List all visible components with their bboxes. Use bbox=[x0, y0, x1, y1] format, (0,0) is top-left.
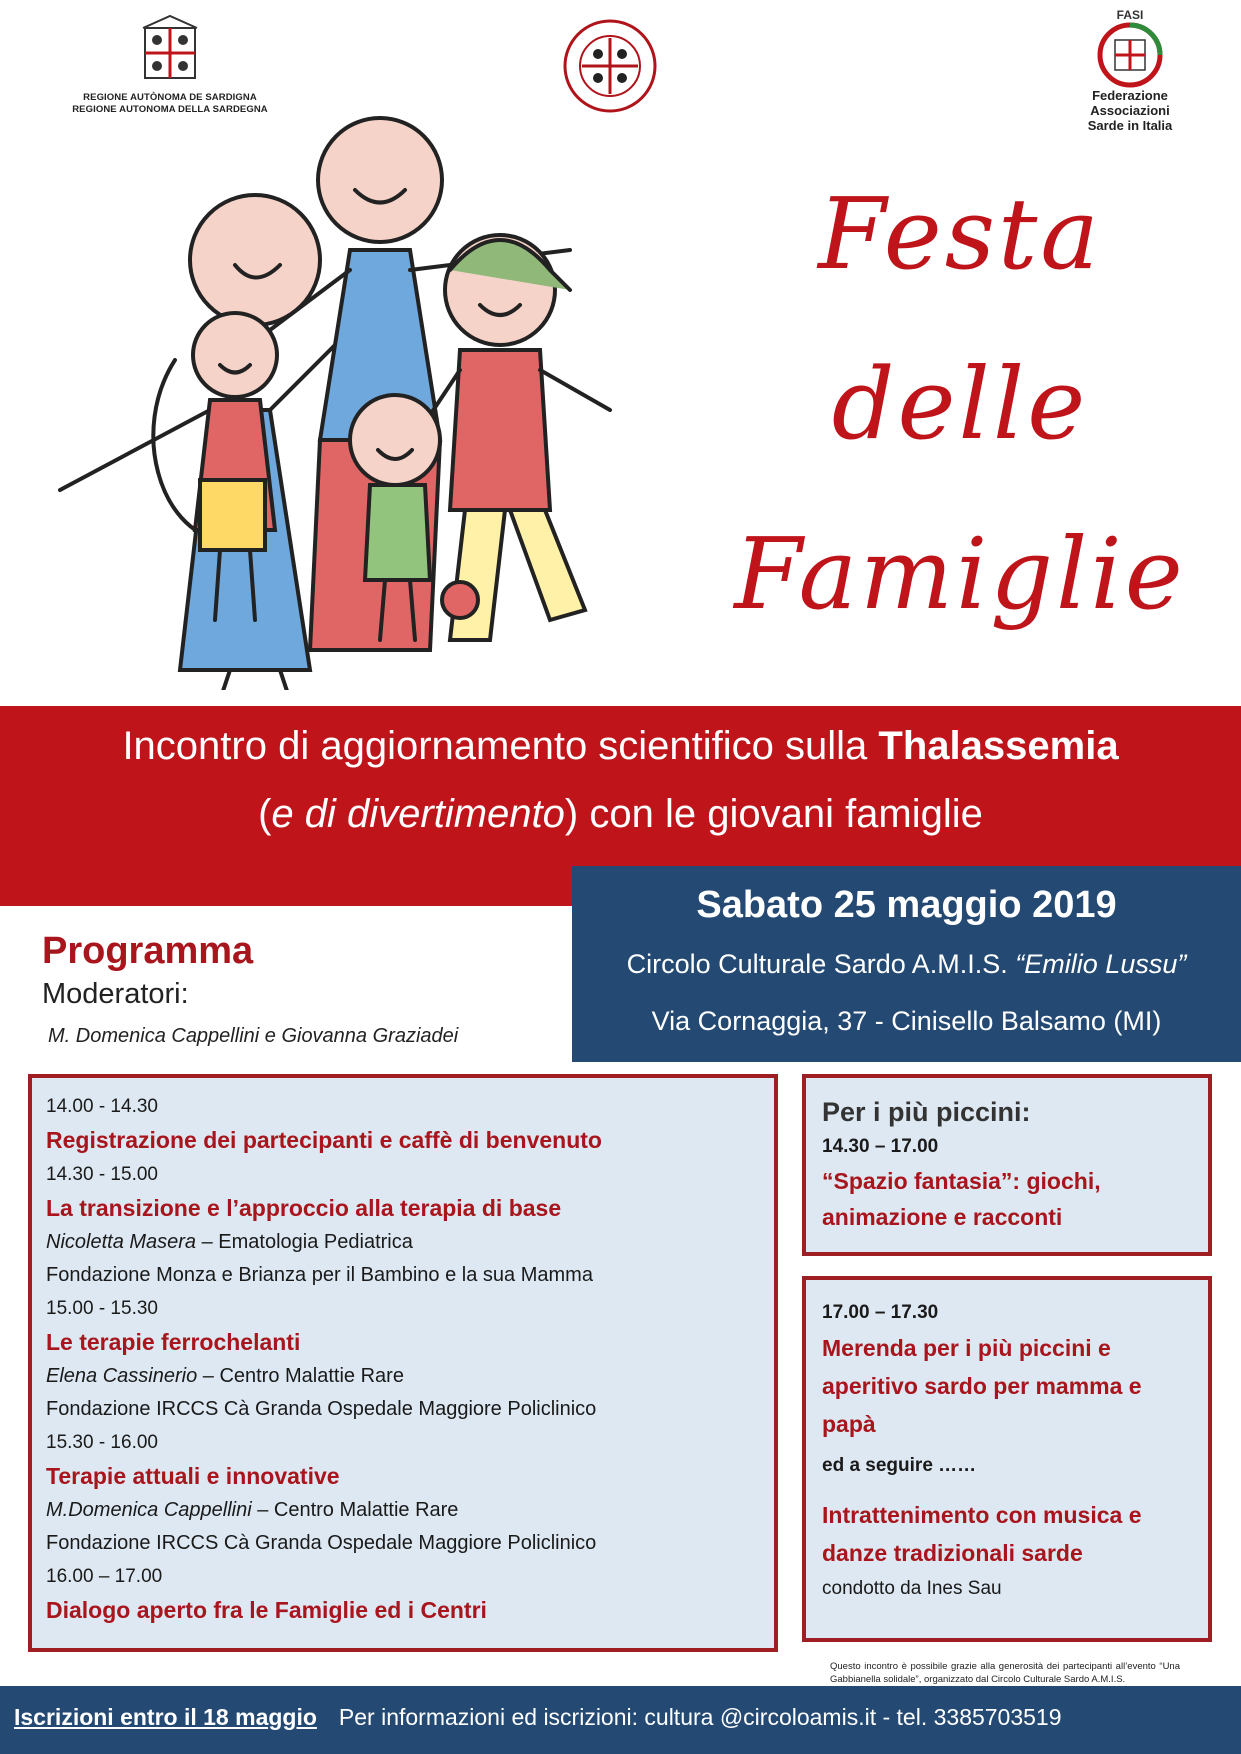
banner-line-1 bbox=[0, 724, 1241, 769]
event-title bbox=[690, 150, 1230, 660]
session-time: 16.00 – 17.00 bbox=[46, 1566, 163, 1587]
session-title: La transizione e l’approccio alla terapia di base bbox=[46, 1195, 562, 1221]
speaker-name: Nicoletta Masera bbox=[46, 1231, 197, 1253]
kids-heading: Per i più piccini: bbox=[822, 1097, 1031, 1127]
regione-name-italian: REGIONE AUTONOMA DELLA SARDEGNA bbox=[72, 104, 268, 115]
speaker-name: M.Domenica Cappellini bbox=[46, 1499, 252, 1521]
banner-line1-bold: Thalassemia bbox=[878, 724, 1119, 768]
title-line-3: Famiglie bbox=[734, 518, 1186, 632]
circolo-seal-icon bbox=[562, 18, 658, 114]
banner-line-2 bbox=[0, 792, 1241, 837]
registration-deadline: Iscrizioni entro il 18 maggio bbox=[14, 1704, 317, 1730]
speaker-organization: Fondazione Monza e Brianza per il Bambino e la sua Mamma bbox=[46, 1264, 593, 1286]
venue-dedication: “Emilio Lussu” bbox=[1015, 949, 1187, 979]
speaker-organization: Fondazione IRCCS Cà Granda Ospedale Maggiore Policlinico bbox=[46, 1532, 597, 1554]
session-title: Dialogo aperto fra le Famiglie ed i Centri bbox=[46, 1597, 487, 1623]
regione-crest-icon bbox=[135, 14, 205, 84]
speaker-role: – Centro Malattie Rare bbox=[251, 1499, 459, 1521]
session-title: Le terapie ferrochelanti bbox=[46, 1329, 301, 1355]
fasi-label: FASI bbox=[1116, 8, 1144, 22]
session-time: 14.00 - 14.30 bbox=[46, 1096, 158, 1117]
programma-heading: Programma bbox=[42, 930, 254, 972]
fasi-emblem-icon bbox=[1097, 22, 1163, 88]
programme-box bbox=[28, 1074, 778, 1652]
fasi-line-1: Federazione bbox=[1092, 88, 1168, 103]
banner-line2-rest: ) con le giovani famiglie bbox=[564, 792, 983, 836]
snack-then: ed a seguire …… bbox=[822, 1455, 977, 1476]
fasi-line-3: Sarde in Italia bbox=[1087, 118, 1173, 133]
snack-box bbox=[802, 1276, 1212, 1642]
sponsor-footnote: Questo incontro è possibile grazie alla generosità dei partecipanti all’evento “Una Gabbianella solidale”, organizzato dal Circolo Culturale Sardo A.M.I.S. bbox=[830, 1661, 1180, 1685]
contact-info: Per informazioni ed iscrizioni: cultura @circoloamis.it - tel. 3385703519 bbox=[338, 1704, 1062, 1730]
family-drawing-illustration bbox=[10, 110, 680, 690]
event-info-box bbox=[572, 866, 1241, 1062]
kids-activity-box bbox=[802, 1074, 1212, 1256]
footer-content bbox=[14, 1704, 1062, 1731]
session-title: Terapie attuali e innovative bbox=[46, 1463, 340, 1489]
title-line-1: Festa bbox=[818, 178, 1102, 292]
snack-time: 17.00 – 17.30 bbox=[822, 1302, 939, 1323]
title-line-2: delle bbox=[831, 348, 1089, 462]
speaker-organization: Fondazione IRCCS Cà Granda Ospedale Maggiore Policlinico bbox=[46, 1398, 597, 1420]
kids-activity: “Spazio fantasia”: giochi, animazione e racconti bbox=[822, 1168, 1101, 1230]
moderatori-label: Moderatori: bbox=[42, 978, 189, 1010]
entertainment-title: Intrattenimento con musica e danze tradizionali sarde bbox=[822, 1502, 1142, 1566]
session-speaker bbox=[46, 1494, 760, 1527]
circolo-amis-logo bbox=[562, 18, 658, 114]
event-date: Sabato 25 maggio 2019 bbox=[696, 884, 1117, 926]
session-time: 14.30 - 15.00 bbox=[46, 1164, 158, 1185]
session-time: 15.30 - 16.00 bbox=[46, 1432, 158, 1453]
event-venue bbox=[572, 949, 1241, 980]
regione-name-sardinian: REGIONE AUTÒNOMA DE SARDIGNA bbox=[83, 92, 257, 103]
speaker-role: – Centro Malattie Rare bbox=[197, 1365, 404, 1387]
banner-line2-italic: e di divertimento bbox=[271, 792, 565, 836]
venue-name: Circolo Culturale Sardo A.M.I.S. bbox=[626, 949, 1016, 979]
fasi-line-2: Associazioni bbox=[1090, 103, 1170, 118]
event-address: Via Cornaggia, 37 - Cinisello Balsamo (MI) bbox=[651, 1006, 1162, 1036]
session-speaker bbox=[46, 1226, 760, 1259]
speaker-role: – Ematologia Pediatrica bbox=[196, 1231, 413, 1253]
footer-bar bbox=[0, 1686, 1241, 1754]
session-speaker bbox=[46, 1360, 760, 1393]
kids-time: 14.30 – 17.00 bbox=[822, 1136, 939, 1157]
speaker-name: Elena Cassinerio bbox=[46, 1365, 198, 1387]
banner-line1-text: Incontro di aggiornamento scientifico sulla bbox=[122, 724, 879, 768]
fasi-logo bbox=[1075, 6, 1185, 136]
banner-line2-open: ( bbox=[258, 792, 272, 836]
regione-sardegna-logo bbox=[60, 14, 280, 124]
entertainment-host: condotto da Ines Sau bbox=[822, 1578, 1002, 1599]
moderatori-names: M. Domenica Cappellini e Giovanna Graziadei bbox=[48, 1025, 459, 1047]
session-title: Registrazione dei partecipanti e caffè di benvenuto bbox=[46, 1127, 602, 1153]
session-time: 15.00 - 15.30 bbox=[46, 1298, 158, 1319]
snack-title: Merenda per i più piccini e aperitivo sardo per mamma e papà bbox=[822, 1335, 1142, 1437]
